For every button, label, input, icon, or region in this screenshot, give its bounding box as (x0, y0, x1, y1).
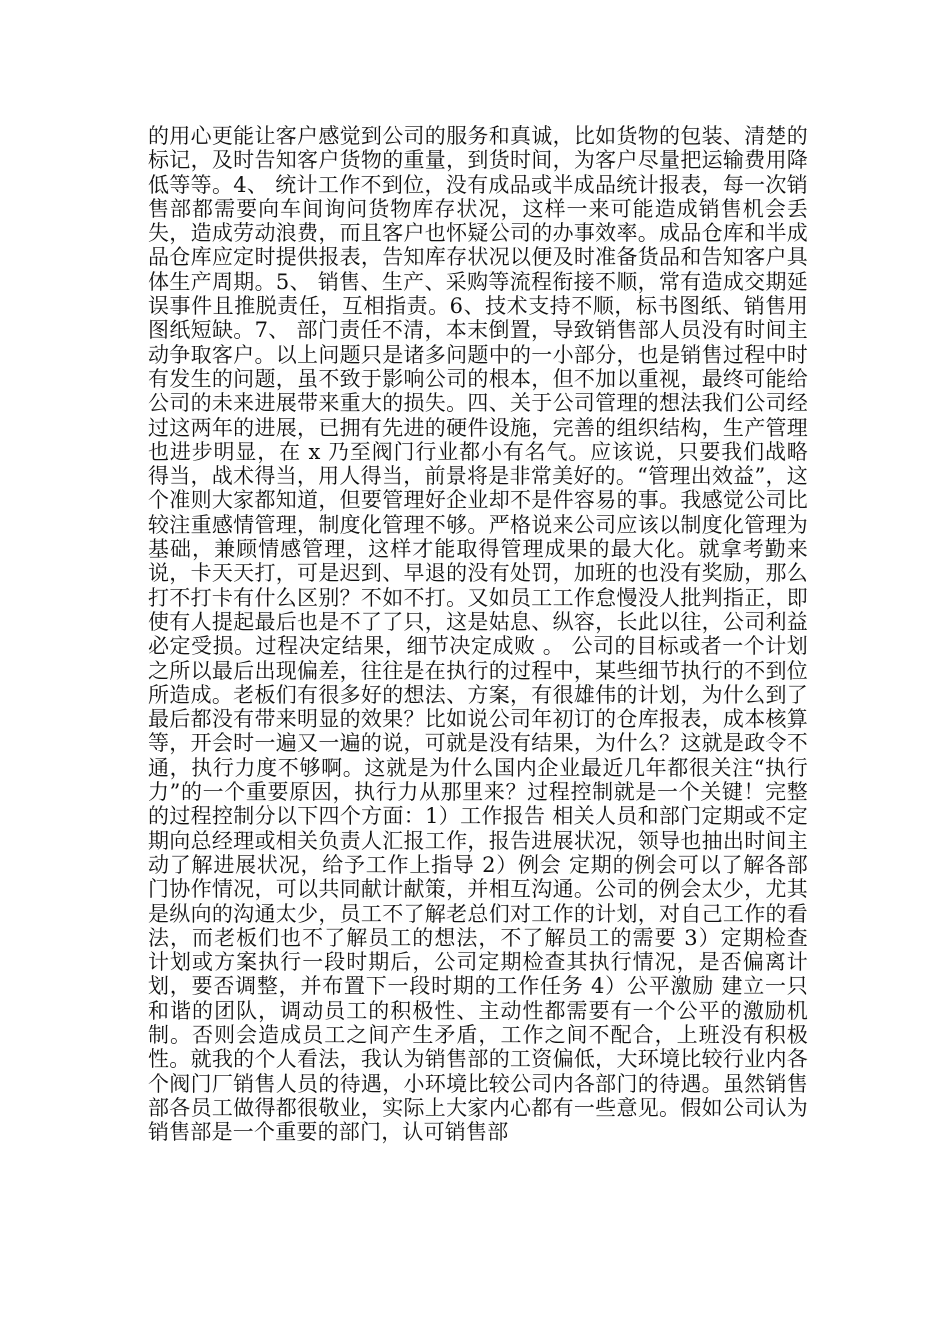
body-paragraph: 的用心更能让客户感觉到公司的服务和真诚，比如货物的包装、清楚的标记，及时告知客户货物的重量，到货时间，为客户尽量把运输费用降低等等。4、 统计工作不到位，没有成品或半成品统计报表，每一次销售部都需要向车间询问货物库存状况，这样一来可能造成销售机会丢失，造成劳动浪费，而且客户也怀疑公司的办事效率。成品仓库和半成品仓库应定时提供报表，告知库存状况以便及时准备货品和告知客户具体生产周期。5、 销售、生产、采购等流程衔接不顺，常有造成交期延误事件且推脱责任，互相指责。6、技术支持不顺，标书图纸、销售用图纸短缺。7、 部门责任不清，本末倒置，导致销售部人员没有时间主动争取客户。以上问题只是诸多问题中的一小部分，也是销售过程中时有发生的问题，虽不致于影响公司的根本，但不加以重视，最终可能给公司的未来进展带来重大的损失。四、关于公司管理的想法我们公司经过这两年的进展，已拥有先进的硬件设施，完善的组织结构，生产管理也进步明显，在 x 乃至阀门行业都小有名气。应该说，只要我们战略得当，战术得当，用人得当，前景将是非常美好的。“管理出效益”，这个准则大家都知道，但要管理好企业却不是件容易的事。我感觉公司比较注重感情管理，制度化管理不够。严格说来公司应该以制度化管理为基础，兼顾情感管理，这样才能取得管理成果的最大化。就拿考勤来说，卡天天打，可是迟到、早退的没有处罚，加班的也没有奖励，那么打不打卡有什么区别？不如不打。又如员工工作怠慢没人批判指正，即使有人提起最后也是不了了只，这是姑息、纵容，长此以往，公司利益必定受损。过程决定结果，细节决定成败 。 公司的目标或者一个计划之所以最后出现偏差，往往是在执行的过程中，某些细节执行的不到位所造成。老板们有很多好的想法、方案，有很雄伟的计划，为什么到了最后都没有带来明显的效果？比如说公司年初订的仓库报表，成本核算等，开会时一遍又一遍的说，可就是没有结果，为什么？这就是政令不通，执行力度不够啊。这就是为什么国内企业最近几年都很关注“执行力”的一个重要原因，执行力从那里来？过程控制就是一个关键！完整的过程控制分以下四个方面：1）工作报告 相关人员和部门定期或不定期向总经理或相关负责人汇报工作，报告进展状况，领导也抽出时间主动了解进展状况，给予工作上指导 2）例会 定期的例会可以了解各部门协作情况，可以共同献计献策，并相互沟通。公司的例会太少，尤其是纵向的沟通太少，员工不了解老总们对工作的计划，对自己工作的看法，而老板们也不了解员工的想法，不了解员工的需要 3）定期检查 计划或方案执行一段时期后，公司定期检查其执行情况，是否偏离计划，要否调整，并布置下一段时期的工作任务 4）公平激励 建立一只和谐的团队，调动员工的积极性、主动性都需要有一个公平的激励机制。否则会造成员工之间产生矛盾，工作之间不配合，上班没有积极性。就我的个人看法，我认为销售部的工资偏低，大环境比较行业内各个阀门厂销售人员的待遇，小环境比较公司内各部门的待遇。虽然销售部各员工做得都很敬业，实际上大家内心都有一些意见。假如公司认为销售部是一个重要的部门，认可销售部 (148, 124, 808, 1145)
